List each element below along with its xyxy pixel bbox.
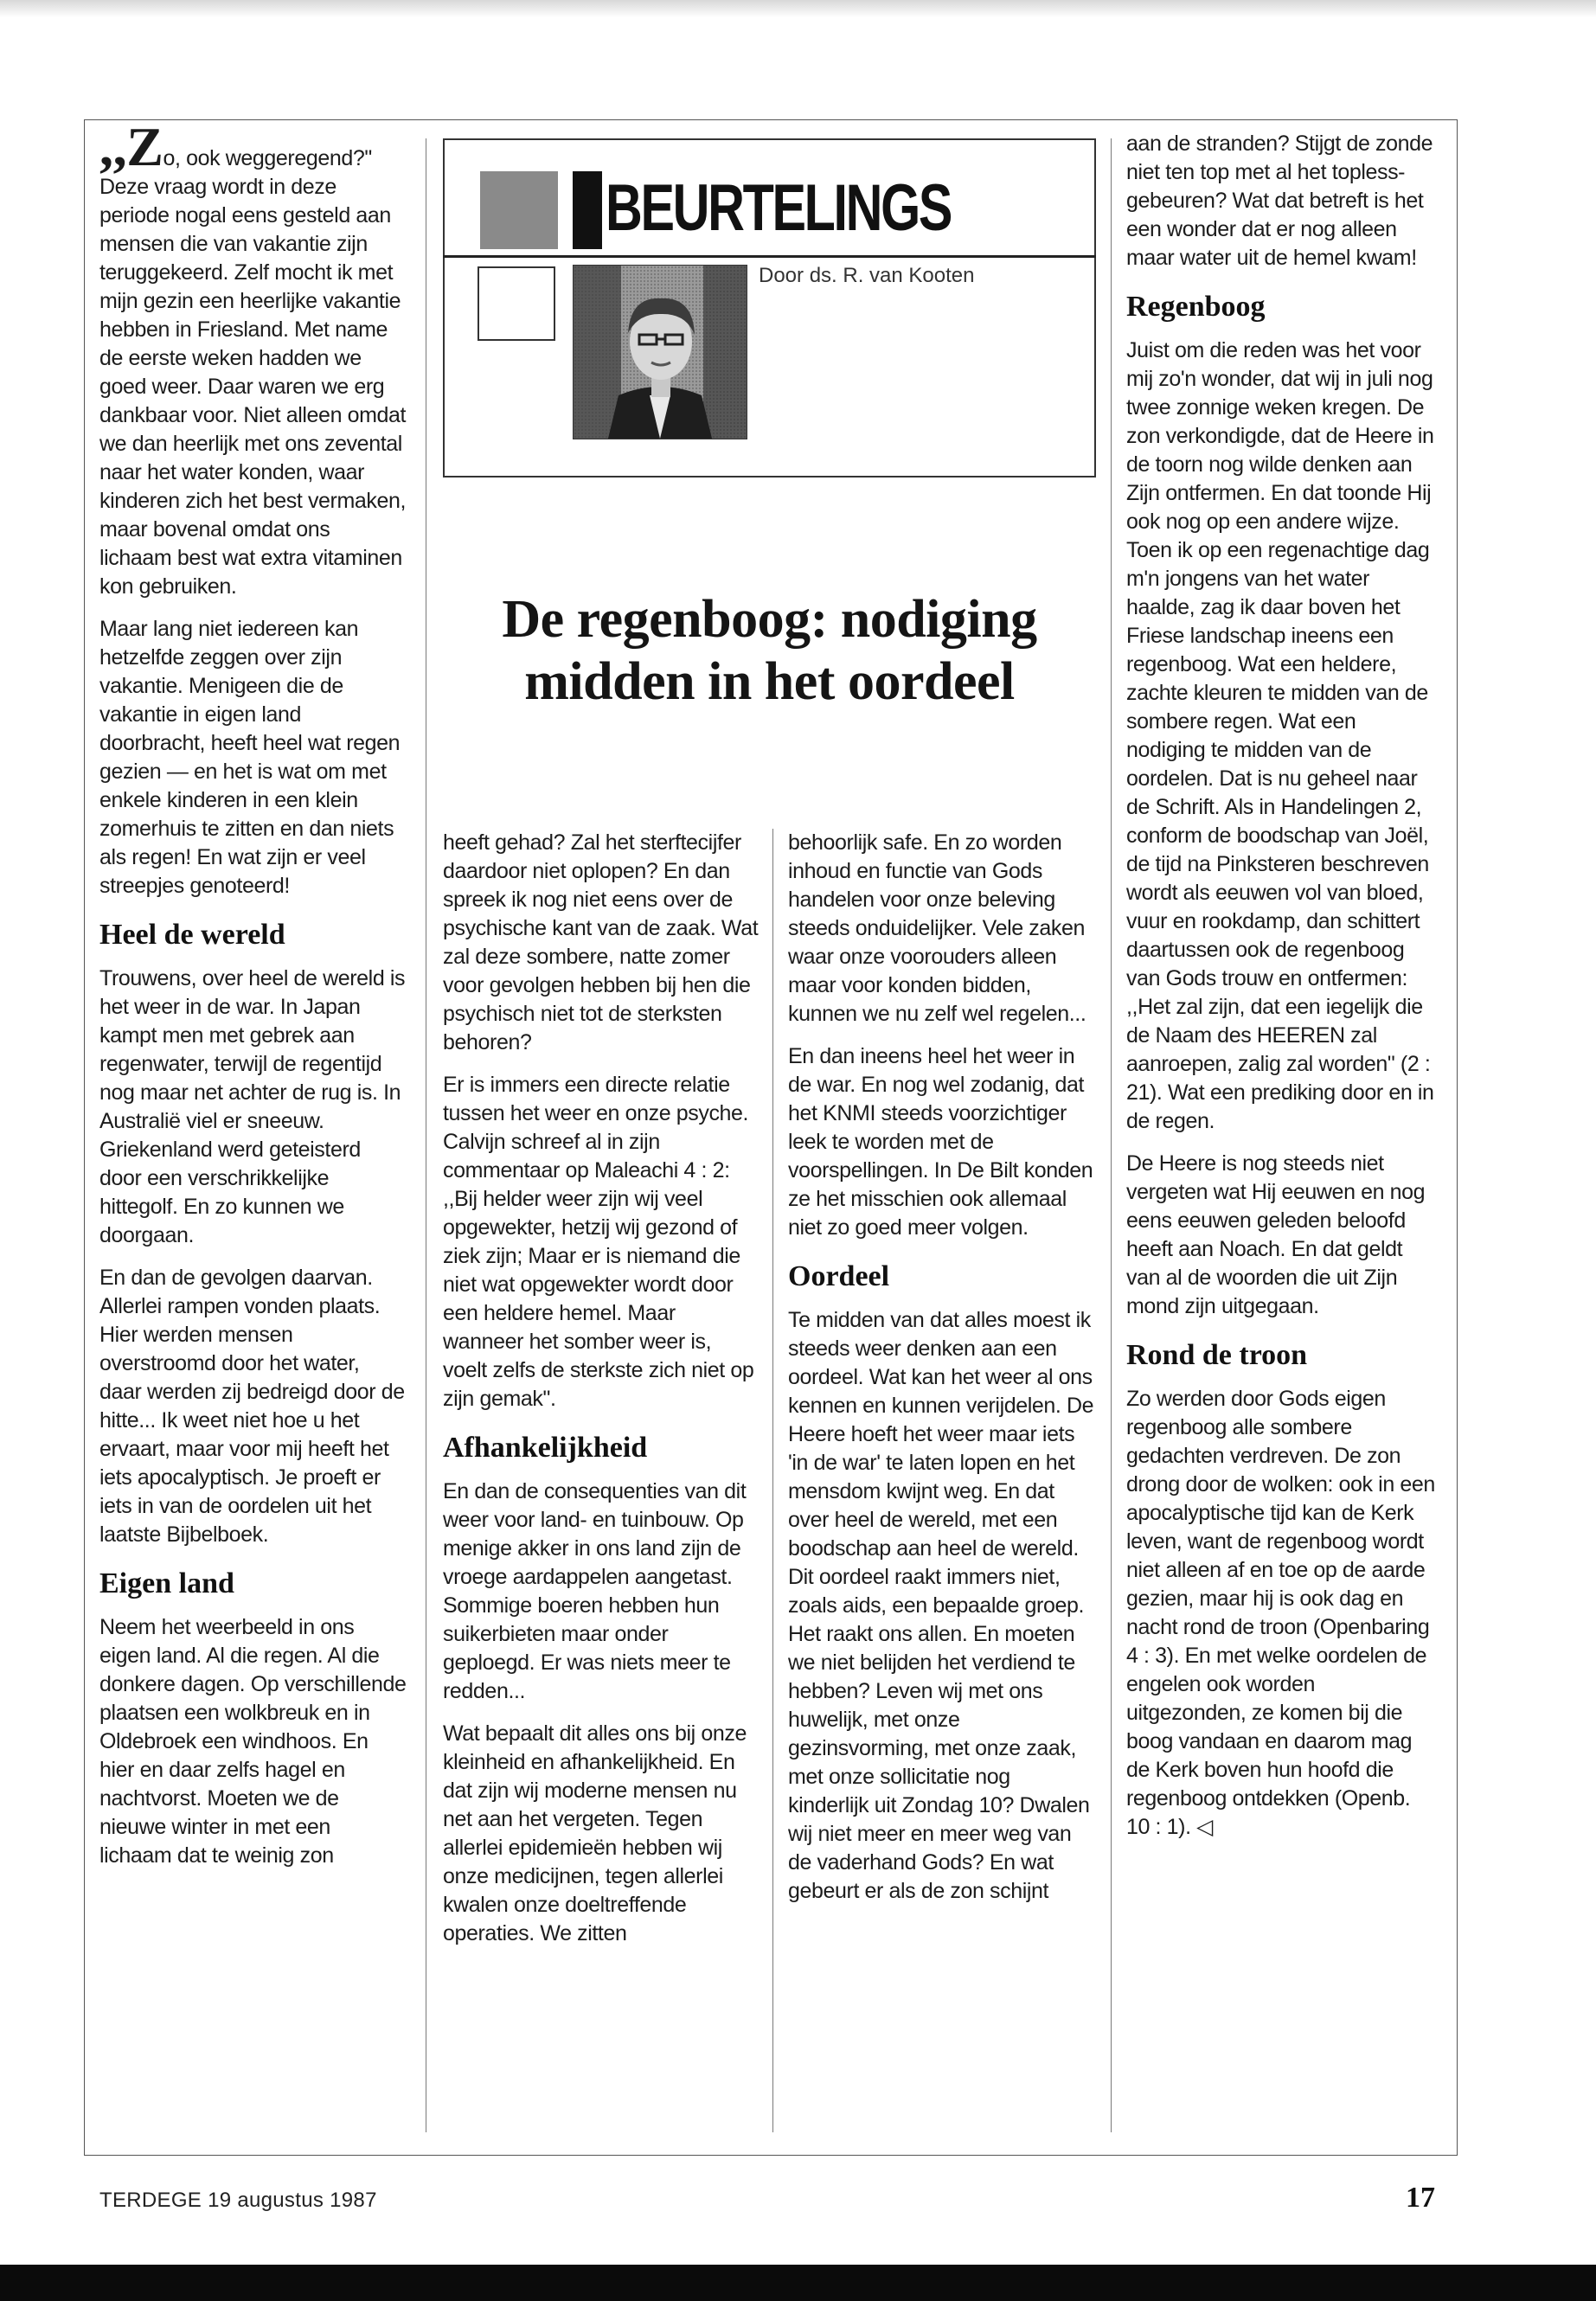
column-title: BEURTELINGS <box>606 171 952 245</box>
column-rule <box>1111 138 1112 2132</box>
paragraph: En dan ineens heel het weer in de war. En nog wel zodanig, dat het KNMI steeds voorzichtiger leek te worden met de voorspellingen. In De Bilt konden ze het misschien ook allemaal niet zo goed meer volgen. <box>788 1044 1093 1240</box>
subheading: Afhankelijkheid <box>443 1432 648 1464</box>
opening-paragraph <box>99 116 407 601</box>
text-column-1 <box>99 116 407 1884</box>
subheading: Regenboog <box>1126 291 1266 323</box>
paragraph: aan de stranden? Stijgt de zonde niet ten top met al het topless-gebeuren? Wat dat betreft is het een wonder dat er nog alleen maar water uit de hemel kwam! <box>1126 131 1433 270</box>
paragraph: En dan de gevolgen daarvan. Allerlei rampen vonden plaats. Hier werden mensen overstroomd door het water, daar werden zij bedreigd door de hitte... Ik weet niet hoe u het ervaart, maar voor mij heeft het iets apocalyptisch. Je proeft er iets in van de oordelen uit het laatste Bijbelboek. <box>99 1266 405 1547</box>
subheading: Heel de wereld <box>99 919 285 951</box>
subheading: Eigen land <box>99 1567 234 1599</box>
author-portrait-image <box>574 266 747 439</box>
paragraph: Er is immers een directe relatie tussen het weer en onze psyche. Calvijn schreef al in zijn commentaar op Maleachi 4 : 2: ,,Bij helder weer zijn wij veel opgewekter, hetzij wij gezond of ziek zijn; Maar er is niemand die niet wat opgewekter wordt door een heldere hemel. Maar wanneer het somber weer is, voelt zelfs de sterkste zich niet op zijn gemak". <box>443 1073 754 1411</box>
paragraph: Neem het weerbeeld in ons eigen land. Al die regen. Al die donkere dagen. Op verschillende plaatsen een wolkbreuk en in Oldebroek een windhoos. En hier en daar zelfs hagel en nachtvorst. Moeten we de nieuwe winter in met een lichaam dat te weinig zon <box>99 1615 407 1868</box>
page-number: 17 <box>1406 2182 1435 2214</box>
paragraph: Wat bepaalt dit alles ons bij onze kleinheid en afhankelijkheid. En dat zijn wij moderne mensen nu net aan het vergeten. Tegen allerlei epidemieën hebben wij onze medicijnen, tegen allerlei kwalen onze doeltreffende operaties. We zitten <box>443 1721 747 1945</box>
paragraph: Te midden van dat alles moest ik steeds weer denken aan een oordeel. Wat kan het weer al ons kennen en kunnen verijdelen. De Heere hoeft het weer maar iets 'in de war' te laten lopen en het mensdom kwijnt weg. En dat over heel de wereld, met een boodschap aan heel de wereld. Dit oordeel raakt immers niet, zoals aids, een bepaalde groep. Het raakt ons allen. En moeten we niet belijden het verdiend te hebben? Leven wij met ons huwelijk, met onze gezinsvorming, met onze zaak, met onze sollicitatie nog kinderlijk uit Zondag 10? Dwalen wij niet meer en meer weg van de vaderhand Gods? En wat gebeurt er als de zon schijnt <box>788 1308 1094 1903</box>
headline-line-1: De regenboog: nodiging <box>502 590 1037 649</box>
paragraph: Zo werden door Gods eigen regenboog alle sombere gedachten verdreven. De zon drong door de wolken: ook in een apocalyptische tijd kan de Kerk leven, want de regenboog wordt niet alleen af en toe op de aarde gezien, maar hij is ook dag en nacht rond de troon (Openbaring 4 : 3). En met welke oordelen de engelen ook worden uitgezonden, ze komen bij die boog vandaan en daarom mag de Kerk boven hun hoofd die regenboog ontdekken (Openb. 10 : 1). ◁ <box>1126 1387 1435 1839</box>
empty-square-ornament <box>478 266 555 341</box>
scan-edge-bottom <box>0 2265 1596 2301</box>
paragraph: En dan de consequenties van dit weer voor land- en tuinbouw. Op menige akker in ons land zijn de vroege aardappelen aangetast. Sommige boeren hebben hun suikerbieten maar onder geploegd. Er was niets meer te redden... <box>443 1479 747 1703</box>
drop-cap: ,,Z <box>99 116 163 177</box>
text-column-4 <box>1126 130 1438 1856</box>
paragraph: Maar lang niet iedereen kan hetzelfde zeggen over zijn vakantie. Menigeen die de vakantie in eigen land doorbracht, heeft heel wat regen gezien — en het is wat om met enkele kinderen in een klein zomerhuis te zitten en dan niets als regen! En wat zijn er veel streepjes genoteerd! <box>99 617 401 898</box>
author-byline: Door ds. R. van Kooten <box>759 264 975 287</box>
paragraph: Juist om die reden was het voor mij zo'n wonder, dat wij in juli nog twee zonnige weken kregen. De zon verkondigde, dat de Heere in de toorn nog wilde denken aan Zijn ontfermen. En dat toonde Hij ook nog op een andere wijze. Toen ik op een regenachtige dag m'n jongens van het water haalde, zag ik daar boven het Friese landschap ineens een regenboog. Wat een heldere, zachte kleuren te midden van de sombere regen. Wat een nodiging te midden van de oordelen. Dat is nu geheel naar de Schrift. Als in Handelingen 2, conform de boodschap van Joël, de tijd na Pinksteren beschreven wordt als eeuwen vol van bloed, vuur en rookdamp, dan schittert daartussen ook de regenboog van Gods trouw en ontfermen: ,,Het zal zijn, dat een iegelijk die de Naam des HEEREN zal aanroepen, zalig zal worden" (2 : 21). Wat een prediking door en in de regen. <box>1126 338 1434 1133</box>
paragraph: heeft gehad? Zal het sterftecijfer daardoor niet oplopen? En dan spreek ik nog niet eens over de psychische kant van de zaak. Wat zal deze sombere, natte zomer voor gevolgen hebben bij hen die psychisch niet tot de sterksten behoren? <box>443 830 759 1054</box>
paragraph-text: o, ook weggeregend?" Deze vraag wordt in deze periode nogal eens gesteld aan mensen die van vakantie zijn teruggekeerd. Zelf mocht ik met mijn gezin een heerlijke vakantie hebben in Friesland. Met name de eerste weken hadden we goed weer. Daar waren we erg dankbaar voor. Niet alleen omdat we dan heerlijk met ons zevental naar het water konden, waar kinderen zich het best vermaken, maar bovenal omdat ons lichaam best wat extra vitaminen kon gebruiken. <box>99 146 407 599</box>
paragraph: Trouwens, over heel de wereld is het weer in de war. In Japan kampt men met gebrek aan regenwater, terwijl de regentijd nog maar net achter de rug is. In Australië viel er sneeuw. Griekenland werd geteisterd door een verschrikkelijke hittegolf. En zo kunnen we doorgaan. <box>99 966 406 1247</box>
column-rule <box>772 829 773 2132</box>
gray-square-ornament <box>480 171 558 249</box>
headline-line-2: midden in het oordeel <box>524 652 1015 711</box>
text-column-2 <box>443 829 759 1962</box>
publication-footer: TERDEGE 19 augustus 1987 <box>99 2189 377 2212</box>
subheading: Oordeel <box>788 1260 890 1292</box>
header-divider <box>443 255 1096 258</box>
black-bar-ornament <box>573 171 602 249</box>
paragraph: De Heere is nog steeds niet vergeten wat Hij eeuwen en nog eens eeuwen geleden beloofd heeft aan Noach. En dat geldt van al de woorden die uit Zijn mond zijn uitgegaan. <box>1126 1151 1426 1318</box>
author-photo <box>573 265 747 439</box>
paragraph: behoorlijk safe. En zo worden inhoud en functie van Gods handelen voor onze beleving steeds onduidelijker. Vele zaken waar onze voorouders alleen maar voor konden bidden, kunnen we nu zelf wel regelen... <box>788 830 1086 1026</box>
subheading: Rond de troon <box>1126 1339 1308 1371</box>
scan-edge-top <box>0 0 1596 17</box>
article-headline <box>443 588 1096 713</box>
text-column-3 <box>788 829 1095 1920</box>
